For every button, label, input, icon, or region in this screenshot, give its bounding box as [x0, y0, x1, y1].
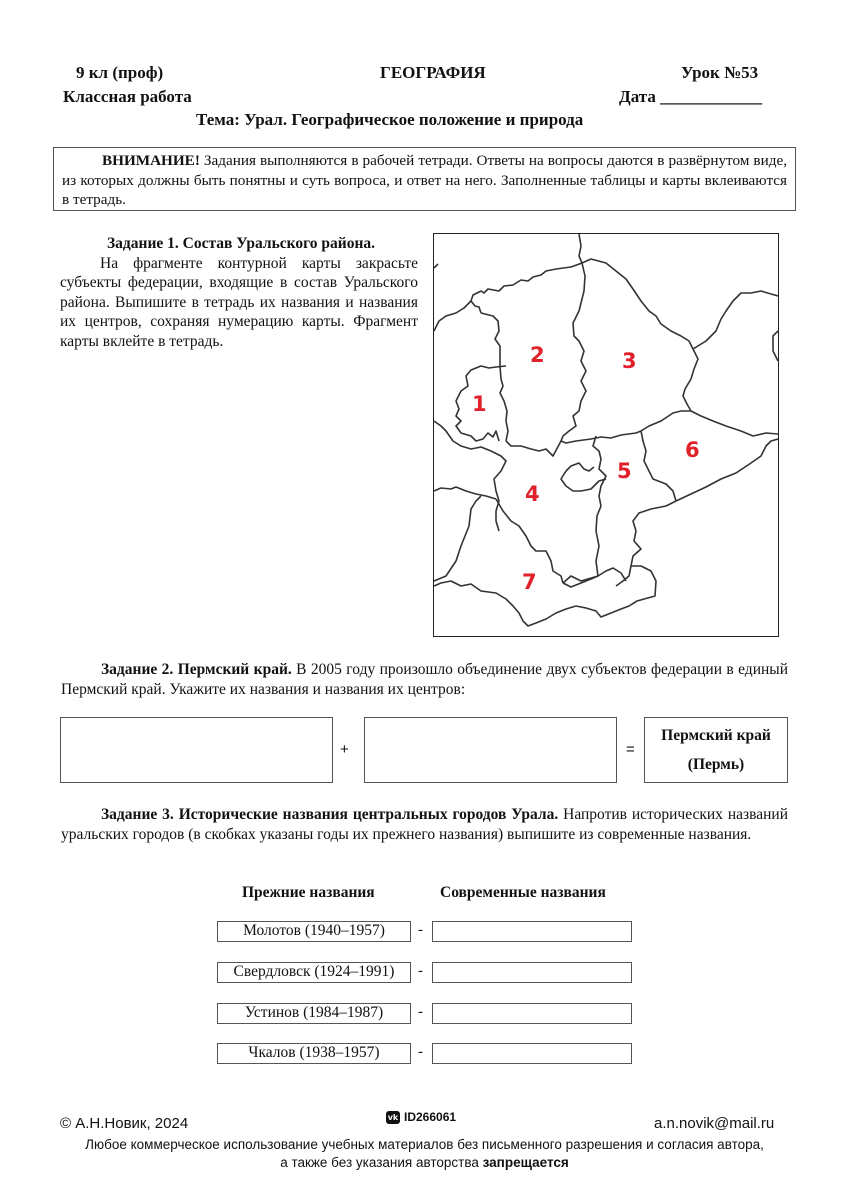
task1-text: На фрагменте контурной карты закрасьте субъекты федерации, входящие в состав Уральского района. Выпишите в тетрадь их названия и названия их центров, сохраняя нумерацию карты. Фрагмент карты вклейте в тетрадь. [60, 254, 418, 350]
boundary-line [561, 471, 606, 491]
boundary-line [582, 259, 693, 349]
new-name-input[interactable] [432, 921, 632, 942]
dash: - [418, 1044, 423, 1060]
map-label-1: 1 [472, 392, 487, 416]
result-box [644, 717, 788, 783]
old-name-cell: Чкалов (1938–1957) [217, 1043, 411, 1064]
new-name-input[interactable] [432, 962, 632, 983]
map-label-7: 7 [522, 570, 537, 594]
dash: - [418, 1004, 423, 1020]
task2-title: Задание 2. Пермский край. [101, 661, 292, 678]
vk-id[interactable] [386, 1110, 456, 1124]
new-name-input[interactable] [432, 1003, 632, 1024]
new-name-input[interactable] [432, 1043, 632, 1064]
boundary-line [566, 463, 594, 471]
task1-block [60, 234, 418, 351]
boundary-line [641, 431, 676, 501]
license-line-2-text: а также без указания авторства [280, 1155, 483, 1170]
copyright: © А.Н.Новик, 2024 [60, 1115, 189, 1132]
notice-bold: ВНИМАНИЕ! [102, 152, 200, 169]
boundary-line [563, 436, 606, 583]
map-boundaries [434, 234, 778, 636]
boundary-line [434, 301, 471, 331]
boundary-line [434, 487, 496, 499]
date-field[interactable]: Дата ____________ [619, 87, 763, 106]
map-label-4: 4 [525, 482, 540, 506]
result-line-1: Пермский край [661, 727, 771, 744]
result-line-2: (Пермь) [687, 756, 745, 773]
boundary-line [641, 411, 778, 436]
vk-logo-icon: vk [387, 1113, 399, 1123]
old-name-cell: Молотов (1940–1957) [217, 921, 411, 942]
boundary-line [616, 501, 676, 586]
equals-sign: = [626, 741, 635, 758]
old-name-cell: Свердловск (1924–1991) [217, 962, 411, 983]
map-label-6: 6 [685, 438, 700, 462]
notice-text: Задания выполняются в рабочей тетради. Ответы на вопросы даются в развёрнутом виде, из которых должны быть понятны и суть вопроса, и ответ на него. Заполненные таблицы и карты вклеиваются в тетрадь. [62, 152, 787, 208]
boundary-line [579, 234, 582, 263]
map-label-2: 2 [530, 343, 545, 367]
license-prohibited: запрещается [482, 1155, 569, 1170]
boundary-line [471, 263, 582, 313]
map-label-5: 5 [617, 459, 632, 483]
map-label-3: 3 [622, 349, 637, 373]
column-header-old: Прежние названия [242, 884, 375, 901]
license-line-1: Любое коммерческое использование учебных материалов без письменного разрешения и согласия автора, [85, 1137, 764, 1152]
boundary-line [434, 264, 438, 268]
work-type-label: Классная работа [63, 87, 192, 106]
grade-label: 9 кл (проф) [76, 63, 164, 82]
boundary-line [481, 313, 508, 441]
contour-map[interactable] [433, 233, 779, 637]
page-title: Тема: Урал. Географическое положение и природа [196, 110, 584, 129]
boundary-line [506, 431, 641, 456]
task3-text: Напротив исторических названий уральских городов (в скобках указаны годы их прежнего названия) выпишите из современные названия. [61, 806, 788, 843]
dash: - [418, 922, 423, 938]
column-header-new: Современные названия [440, 884, 606, 901]
license-line-2 [0, 1154, 849, 1172]
attention-notice [53, 147, 796, 211]
task3-text-block [61, 805, 788, 845]
task2-text-block [61, 660, 788, 700]
subject-title: ГЕОГРАФИЯ [380, 63, 486, 82]
boundary-line [561, 263, 586, 441]
boundary-line [693, 291, 778, 349]
answer-box-1[interactable] [60, 717, 333, 783]
old-name-cell: Устинов (1984–1987) [217, 1003, 411, 1024]
task3-title: Задание 3. Исторические названия центральных городов Урала. [101, 806, 559, 823]
boundary-line [434, 496, 481, 581]
dash: - [418, 963, 423, 979]
answer-box-2[interactable] [364, 717, 617, 783]
task2-text: В 2005 году произошло объединение двух субъектов федерации в единый Пермский край. Укажите их названия и названия их центров: [61, 661, 788, 698]
plus-sign: + [340, 741, 349, 758]
lesson-number: Урок №53 [681, 63, 759, 82]
author-email[interactable]: a.n.novik@mail.ru [654, 1115, 775, 1132]
vk-id-text: ID266061 [404, 1110, 457, 1124]
boundary-line [683, 349, 698, 411]
task1-title: Задание 1. Состав Уральского района. [107, 235, 376, 252]
boundary-line [773, 331, 778, 361]
